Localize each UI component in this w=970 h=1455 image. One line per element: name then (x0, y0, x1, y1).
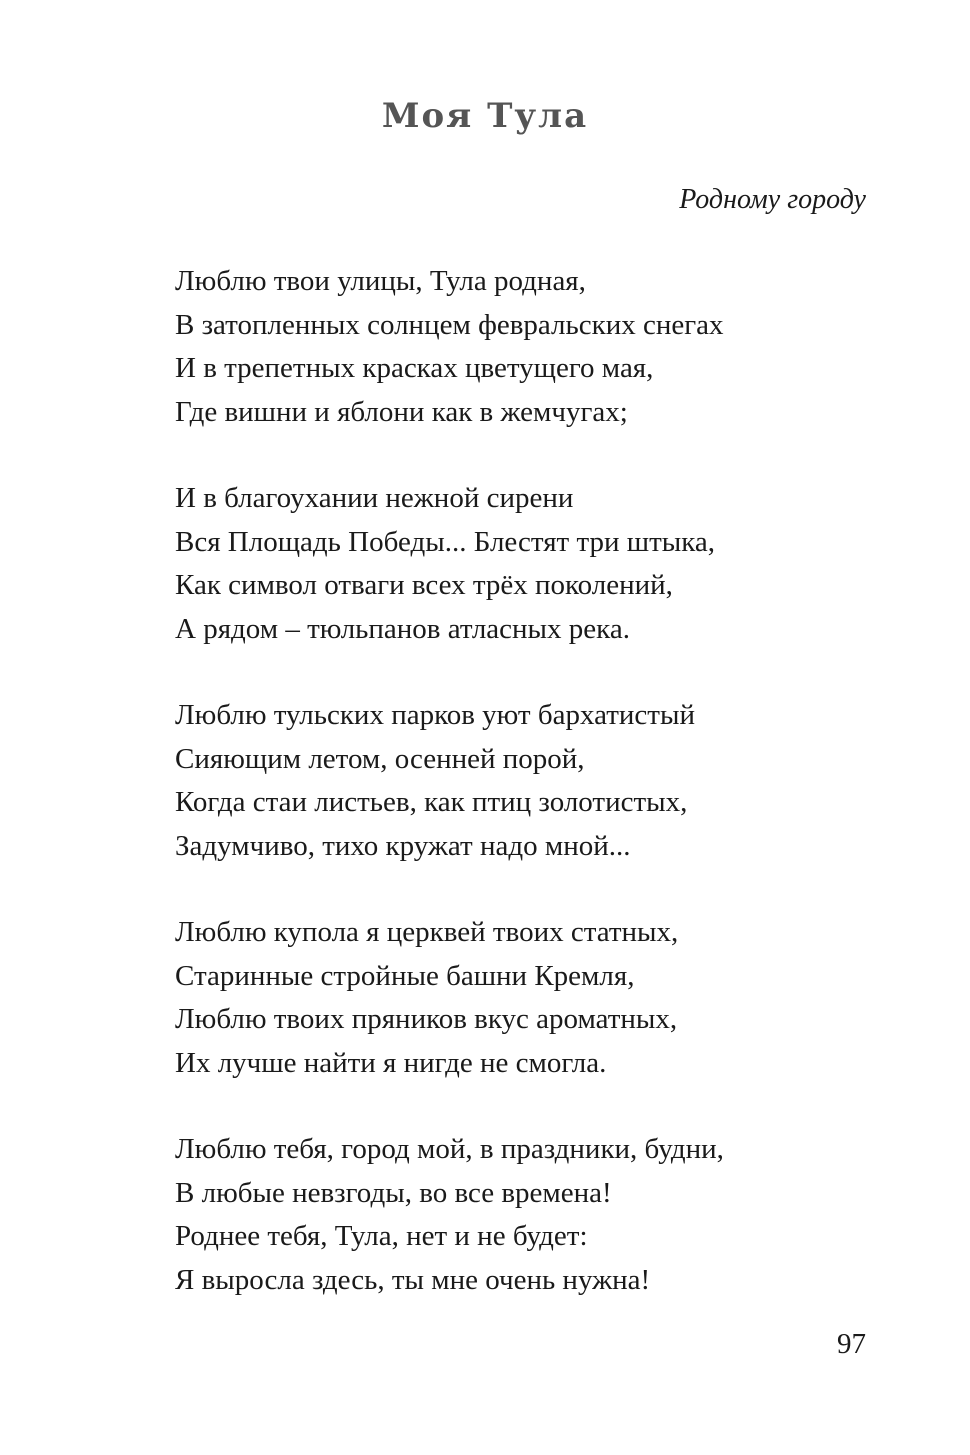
poem-line: И в благоухании нежной сирени (175, 482, 574, 514)
page-number: 97 (837, 1328, 866, 1360)
stanza (175, 694, 895, 868)
stanza (175, 1128, 895, 1302)
poem-line: А рядом – тюльпанов атласных река. (175, 612, 630, 645)
poem-line: И в трепетных красках цветущего мая, (175, 352, 654, 384)
poem-line: Когда стаи листьев, как птиц золотистых, (175, 786, 688, 818)
poem-line: Роднее тебя, Тула, нет и не будет: (175, 1220, 588, 1252)
poem-line: Люблю твоих пряников вкус ароматных, (175, 1003, 678, 1035)
stanza (175, 477, 895, 651)
poem-title: Моя Тула (381, 96, 589, 136)
poem-line: Как символ отваги всех трёх поколений, (175, 569, 673, 601)
poem-line: Старинные стройные башни Кремля, (175, 959, 635, 992)
poem-line: Люблю твои улицы, Тула родная, (175, 265, 586, 297)
poem-line: Люблю тульских парков уют бархатистый (175, 699, 695, 731)
poem-line: Где вишни и яблони как в жемчугах; (175, 395, 628, 428)
stanza (175, 260, 895, 434)
poem-line: Я выросла здесь, ты мне очень нужна! (175, 1263, 651, 1296)
poem-line: В любые невзгоды, во все времена! (175, 1176, 612, 1209)
poem-line: Вся Площадь Победы... Блестят три штыка, (175, 525, 716, 558)
poem-line: Задумчиво, тихо кружат надо мной... (175, 829, 631, 862)
poem-dedication: Родному городу (679, 184, 866, 215)
poem-line: Люблю купола я церквей твоих статных, (175, 916, 679, 948)
poem-line: Сияющим летом, осенней порой, (175, 742, 585, 775)
poem-line: В затопленных солнцем февральских снегах (175, 308, 724, 341)
poem-line: Люблю тебя, город мой, в праздники, будни, (175, 1133, 724, 1165)
stanza (175, 911, 895, 1085)
poem-body (175, 260, 895, 1345)
poem-line: Их лучше найти я нигде не смогла. (175, 1046, 607, 1079)
